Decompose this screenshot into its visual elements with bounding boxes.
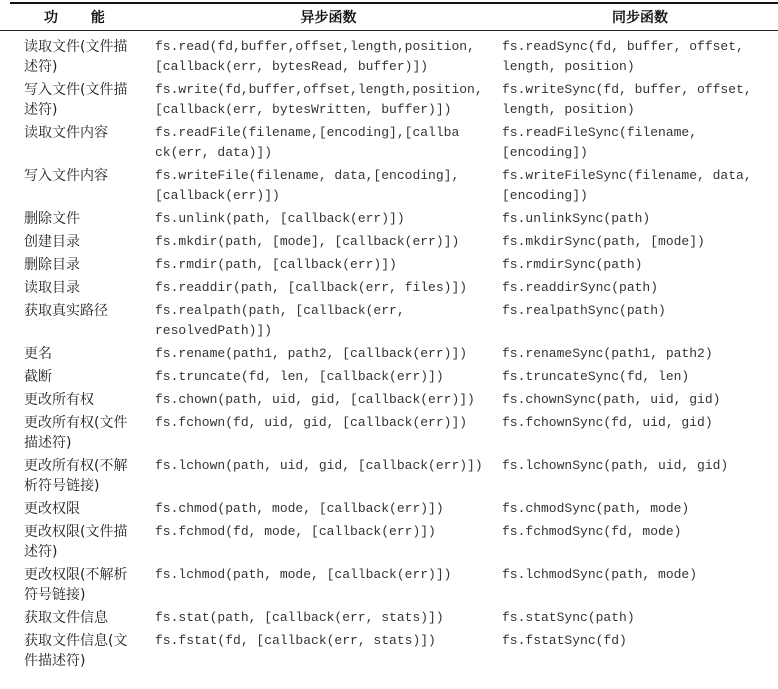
async-function-cell: fs.fchmod(fd, mode, [callback(err)]) <box>155 524 436 539</box>
function-cell: 获取文件信息 <box>24 610 108 626</box>
function-cell: 更改所有权 <box>24 392 94 408</box>
async-function-cell: fs.lchmod(path, mode, [callback(err)]) <box>155 567 452 582</box>
sync-function-cell: fs.unlinkSync(path) <box>502 211 651 226</box>
table-row <box>0 298 778 341</box>
async-function-cell: fs.lchown(path, uid, gid, [callback(err)]) <box>155 458 483 473</box>
sync-function-cell: fs.writeSync(fd, buffer, offset, length, position) <box>502 82 752 117</box>
function-cell: 写入文件内容 <box>24 168 108 184</box>
function-cell: 写入文件(文件描 述符) <box>24 82 128 118</box>
function-cell: 更改权限(不解析 符号链接) <box>24 567 128 603</box>
sync-function-cell: fs.lchownSync(path, uid, gid) <box>502 458 729 473</box>
sync-function-cell: fs.rmdirSync(path) <box>502 257 643 272</box>
function-cell: 获取文件信息(文 件描述符) <box>24 633 128 669</box>
sync-function-cell: fs.renameSync(path1, path2) <box>502 346 713 361</box>
function-cell: 更名 <box>24 346 52 362</box>
sync-function-cell: fs.readdirSync(path) <box>502 280 659 295</box>
sync-function-cell: fs.truncateSync(fd, len) <box>502 369 690 384</box>
sync-function-cell: fs.chownSync(path, uid, gid) <box>502 392 721 407</box>
async-function-cell: fs.mkdir(path, [mode], [callback(err)]) <box>155 234 460 249</box>
sync-function-cell: fs.writeFileSync(filename, data, [encoding]) <box>502 168 752 203</box>
function-cell: 更改所有权(不解 析符号链接) <box>24 458 128 494</box>
table-row <box>0 77 778 120</box>
fs-functions-table <box>0 4 778 671</box>
sync-function-cell: fs.fstatSync(fd) <box>502 633 627 648</box>
table-header-row <box>0 4 778 31</box>
table-row <box>0 496 778 519</box>
async-function-cell: fs.writeFile(filename, data,[encoding], [callback(err)]) <box>155 168 460 203</box>
async-function-cell: fs.unlink(path, [callback(err)]) <box>155 211 405 226</box>
function-cell: 更改权限(文件描 述符) <box>24 524 128 560</box>
async-function-cell: fs.readFile(filename,[encoding],[callba ck(err, data)]) <box>155 125 460 160</box>
table-row <box>0 605 778 628</box>
sync-function-cell: fs.fchownSync(fd, uid, gid) <box>502 415 713 430</box>
async-function-cell: fs.readdir(path, [callback(err, files)]) <box>155 280 468 295</box>
table-row <box>0 387 778 410</box>
table-row <box>0 364 778 387</box>
function-cell: 截断 <box>24 369 52 385</box>
sync-function-cell: fs.readSync(fd, buffer, offset, length, position) <box>502 39 744 74</box>
table-row <box>0 120 778 163</box>
table-row <box>0 519 778 562</box>
function-cell: 更改权限 <box>24 501 80 517</box>
table-row <box>0 341 778 364</box>
table-row <box>0 206 778 229</box>
async-function-cell: fs.read(fd,buffer,offset,length,position, [callback(err, bytesRead, buffer)]) <box>155 39 475 74</box>
async-function-cell: fs.realpath(path, [callback(err, resolvedPath)]) <box>155 303 405 338</box>
table-row <box>0 31 778 78</box>
sync-function-cell: fs.realpathSync(path) <box>502 303 666 318</box>
function-cell: 获取真实路径 <box>24 303 108 319</box>
table-body <box>0 31 778 672</box>
function-cell: 创建目录 <box>24 234 80 250</box>
sync-function-cell: fs.lchmodSync(path, mode) <box>502 567 698 582</box>
async-function-cell: fs.fstat(fd, [callback(err, stats)]) <box>155 633 436 648</box>
function-cell: 更改所有权(文件 描述符) <box>24 415 128 451</box>
async-function-cell: fs.fchown(fd, uid, gid, [callback(err)]) <box>155 415 468 430</box>
sync-function-cell: fs.chmodSync(path, mode) <box>502 501 690 516</box>
table-row <box>0 163 778 206</box>
function-cell: 读取文件(文件描 述符) <box>24 39 128 75</box>
header-async: 异步函数 <box>155 4 502 31</box>
sync-function-cell: fs.readFileSync(filename, [encoding]) <box>502 125 698 160</box>
header-function: 功 能 <box>24 4 155 31</box>
async-function-cell: fs.truncate(fd, len, [callback(err)]) <box>155 369 444 384</box>
async-function-cell: fs.rename(path1, path2, [callback(err)]) <box>155 346 468 361</box>
table-row <box>0 628 778 671</box>
sync-function-cell: fs.statSync(path) <box>502 610 635 625</box>
table-row <box>0 275 778 298</box>
table-row <box>0 453 778 496</box>
function-cell: 删除文件 <box>24 211 80 227</box>
table-row <box>0 410 778 453</box>
function-cell: 删除目录 <box>24 257 80 273</box>
async-function-cell: fs.write(fd,buffer,offset,length,position, [callback(err, bytesWritten, buffer)]) <box>155 82 483 117</box>
function-cell: 读取文件内容 <box>24 125 108 141</box>
table-row <box>0 252 778 275</box>
header-sync: 同步函数 <box>502 4 778 31</box>
async-function-cell: fs.chmod(path, mode, [callback(err)]) <box>155 501 444 516</box>
async-function-cell: fs.chown(path, uid, gid, [callback(err)]) <box>155 392 475 407</box>
async-function-cell: fs.rmdir(path, [callback(err)]) <box>155 257 397 272</box>
table-row <box>0 562 778 605</box>
function-cell: 读取目录 <box>24 280 80 296</box>
sync-function-cell: fs.fchmodSync(fd, mode) <box>502 524 682 539</box>
async-function-cell: fs.stat(path, [callback(err, stats)]) <box>155 610 444 625</box>
table-row <box>0 229 778 252</box>
sync-function-cell: fs.mkdirSync(path, [mode]) <box>502 234 705 249</box>
